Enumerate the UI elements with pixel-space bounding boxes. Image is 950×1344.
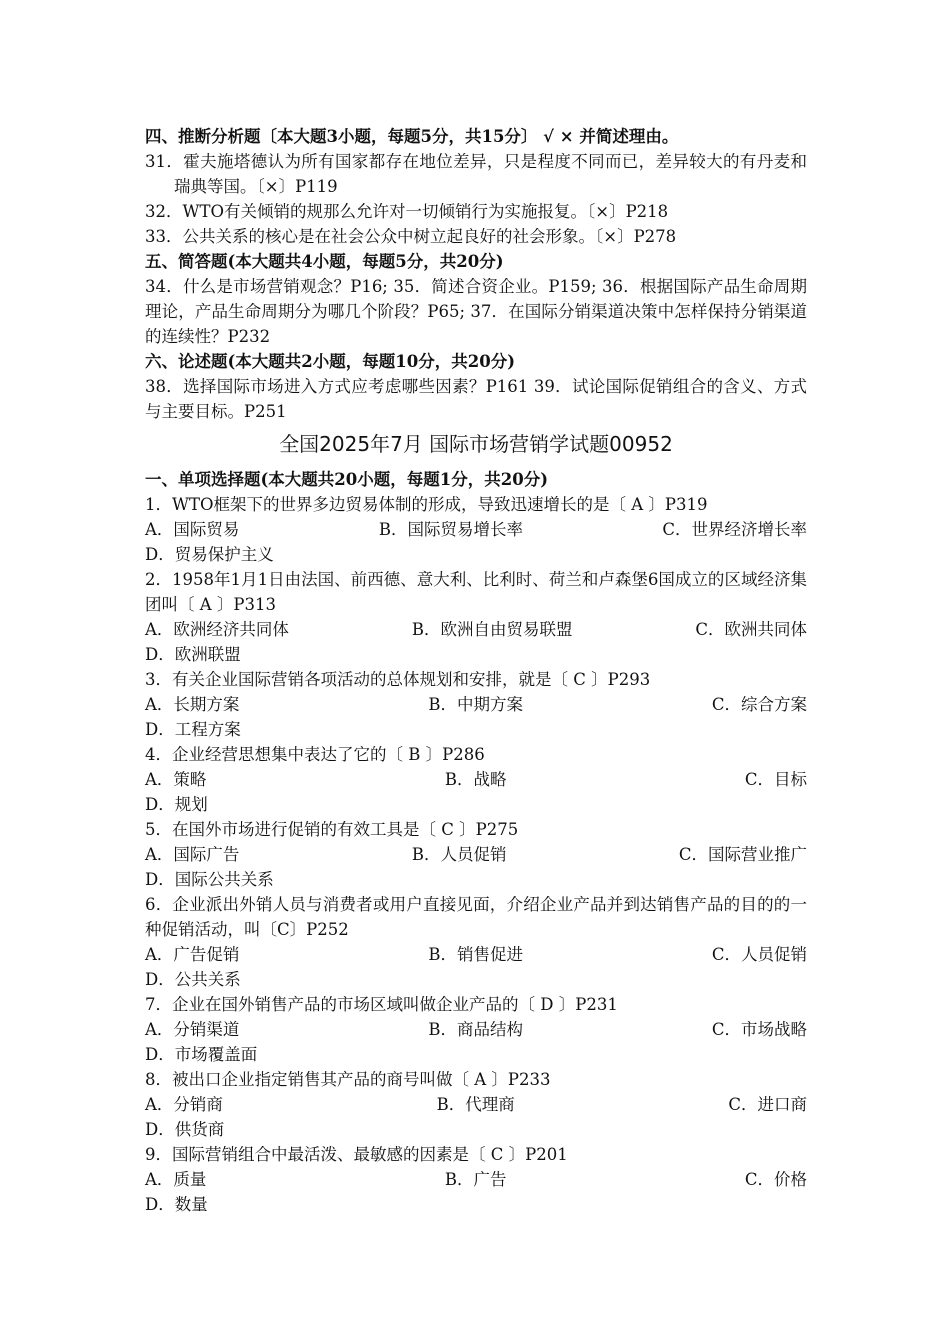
- question-32: 32．WTO有关倾销的规那么允许对一切倾销行为实施报复。〔×〕P218: [145, 202, 669, 221]
- question-3: [145, 667, 807, 742]
- option-b: B．商品结构: [428, 1020, 523, 1039]
- option-b: B．人员促销: [411, 845, 507, 864]
- question-5: [145, 817, 807, 892]
- question-8: [145, 1067, 807, 1142]
- option-c: C．目标: [744, 770, 807, 789]
- option-c: C．进口商: [728, 1095, 807, 1114]
- option-b: B．广告: [444, 1170, 507, 1189]
- section-6-header: 六、论述题(本大题共2小题，每题10分，共20分): [145, 352, 516, 371]
- option-a: A．分销渠道: [145, 1020, 240, 1039]
- options-row: [145, 942, 807, 967]
- option-b: B．欧洲自由贸易联盟: [411, 620, 573, 639]
- exam-title: 全国2025年7月 国际市场营销学试题00952: [279, 432, 673, 456]
- options-row: [145, 617, 807, 642]
- options-row: [145, 692, 807, 717]
- option-a: A．广告促销: [145, 945, 240, 964]
- options-row: [145, 842, 807, 867]
- option-d: D．贸易保护主义: [145, 545, 274, 564]
- option-b: B．销售促进: [428, 945, 523, 964]
- option-c: C．世界经济增长率: [662, 520, 807, 539]
- question-4: [145, 742, 807, 817]
- question-9: [145, 1142, 807, 1217]
- option-a: A．长期方案: [145, 695, 240, 714]
- option-c: C．市场战略: [711, 1020, 807, 1039]
- question-1: [145, 492, 807, 567]
- option-a: A．欧洲经济共同体: [145, 620, 289, 639]
- question-stem: 2．1958年1月1日由法国、前西德、意大利、比利时、荷兰和卢森堡6国成立的区域经济集团叫〔 A 〕P313: [145, 570, 807, 614]
- question-stem: 8．被出口企业指定销售其产品的商号叫做〔 A 〕P233: [145, 1070, 551, 1089]
- option-b: B．战略: [444, 770, 507, 789]
- option-a: A．质量: [145, 1170, 207, 1189]
- option-d: D．数量: [145, 1195, 208, 1214]
- options-row: [145, 1017, 807, 1042]
- question-7: [145, 992, 807, 1067]
- option-c: C．综合方案: [711, 695, 807, 714]
- question-stem: 4．企业经营思想集中表达了它的〔 B 〕P286: [145, 745, 485, 764]
- questions-34-37: 34．什么是市场营销观念？P16; 35．简述合资企业。P159; 36．根据国际产品生命周期理论，产品生命周期分为哪几个阶段？P65; 37．在国际分销渠道决策中怎样保持分销渠道的连续性？P232: [145, 277, 807, 346]
- option-c: C．价格: [744, 1170, 807, 1189]
- option-b: B．代理商: [436, 1095, 515, 1114]
- question-33: 33．公共关系的核心是在社会公众中树立起良好的社会形象。〔×〕P278: [145, 227, 677, 246]
- option-a: A．分销商: [145, 1095, 223, 1114]
- question-stem: 3．有关企业国际营销各项活动的总体规划和安排，就是〔 C 〕P293: [145, 670, 651, 689]
- option-a: A．策略: [145, 770, 207, 789]
- option-c: C．人员促销: [711, 945, 807, 964]
- option-d: D．工程方案: [145, 720, 241, 739]
- option-d: D．供货商: [145, 1120, 225, 1139]
- document-page: [145, 124, 807, 1217]
- section-1-header: 一、单项选择题(本大题共20小题，每题1分，共20分): [145, 470, 549, 489]
- questions-38-39: 38．选择国际市场进入方式应考虑哪些因素？P161 39．试论国际促销组合的含义、方式与主要目标。P251: [145, 377, 807, 421]
- options-row: [145, 767, 807, 792]
- question-stem: 9．国际营销组合中最活泼、最敏感的因素是〔 C 〕P201: [145, 1145, 568, 1164]
- section-4-header: 四、推断分析题〔本大题3小题，每题5分，共15分〕 √ × 并简述理由。: [145, 127, 679, 146]
- options-row: [145, 517, 807, 542]
- option-d: D．公共关系: [145, 970, 241, 989]
- option-d: D．市场覆盖面: [145, 1045, 258, 1064]
- option-d: D．国际公共关系: [145, 870, 274, 889]
- option-c: C．欧洲共同体: [695, 620, 807, 639]
- question-stem: 6．企业派出外销人员与消费者或用户直接见面，介绍企业产品并到达销售产品的目的的一种促销活动，叫〔C〕P252: [145, 895, 807, 939]
- option-b: B．国际贸易增长率: [378, 520, 523, 539]
- section-5-header: 五、简答题(本大题共4小题，每题5分，共20分): [145, 252, 504, 271]
- option-d: D．规划: [145, 795, 208, 814]
- question-stem: 7．企业在国外销售产品的市场区域叫做企业产品的〔 D 〕P231: [145, 995, 618, 1014]
- question-stem: 5．在国外市场进行促销的有效工具是〔 C 〕P275: [145, 820, 519, 839]
- options-row: [145, 1092, 807, 1117]
- question-2: [145, 567, 807, 667]
- option-a: A．国际贸易: [145, 520, 240, 539]
- option-a: A．国际广告: [145, 845, 240, 864]
- question-31: 31．霍夫施塔德认为所有国家都存在地位差异，只是程度不同而已，差异较大的有丹麦和瑞典等国。〔×〕P119: [145, 152, 807, 196]
- option-b: B．中期方案: [428, 695, 523, 714]
- question-6: [145, 892, 807, 992]
- option-c: C．国际营业推广: [678, 845, 807, 864]
- option-d: D．欧洲联盟: [145, 645, 241, 664]
- question-stem: 1．WTO框架下的世界多边贸易体制的形成，导致迅速增长的是〔 A 〕P319: [145, 495, 708, 514]
- options-row: [145, 1167, 807, 1192]
